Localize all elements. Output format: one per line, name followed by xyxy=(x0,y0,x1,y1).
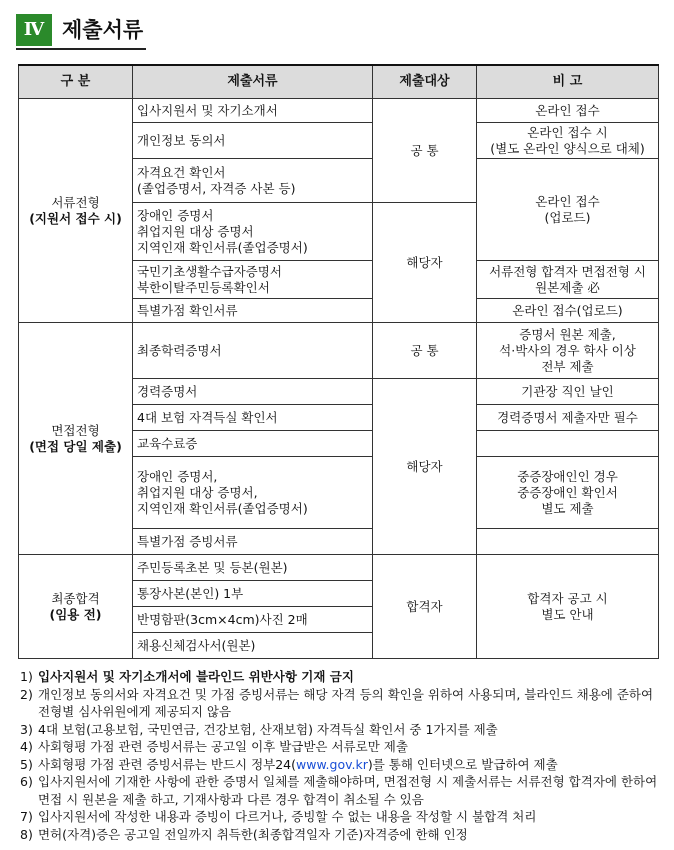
remark-cell: 온라인 접수 시 (별도 온라인 양식으로 대체) xyxy=(477,123,659,159)
footnote: 6) 입사지원서에 기재한 사항에 관한 증명서 일체를 제출해야하며, 면접전형 시 제출서류는 서류전형 합격자에 한하여 면접 시 원본을 제출 하고, 기재사항과 다른 경우 합격이 취소될 수 있음 xyxy=(20,774,658,807)
target-cell: 해당자 xyxy=(373,379,477,555)
header-documents: 제출서류 xyxy=(133,65,373,99)
footnotes xyxy=(18,668,668,843)
doc-cell: 입사지원서 및 자기소개서 xyxy=(133,99,373,123)
target-cell: 해당자 xyxy=(373,203,477,323)
doc-cell: 자격요건 확인서 (졸업증명서, 자격증 사본 등) xyxy=(133,159,373,203)
doc-cell: 최종학력증명서 xyxy=(133,323,373,379)
footnote: 3) 4대 보험(고용보험, 국민연금, 건강보험, 산재보험) 자격득실 확인서 중 1가지를 제출 xyxy=(20,721,498,737)
remark-cell-empty xyxy=(477,431,659,457)
target-cell: 합격자 xyxy=(373,555,477,659)
doc-cell: 주민등록초본 및 등본(원본) xyxy=(133,555,373,581)
table-row xyxy=(19,323,659,379)
target-cell: 공 통 xyxy=(373,323,477,379)
remark-cell: 중증장애인인 경우 중증장애인 확인서 별도 제출 xyxy=(477,457,659,529)
footnote: 5) 사회형평 가점 관련 증빙서류는 반드시 정부24(www.gov.kr)를 통해 인터넷으로 발급하여 제출 xyxy=(20,756,558,772)
header-category: 구 분 xyxy=(19,65,133,99)
remark-cell: 온라인 접수 xyxy=(477,99,659,123)
target-cell: 공 통 xyxy=(373,99,477,203)
doc-cell: 장애인 증명서 취업지원 대상 증명서 지역인재 확인서류(졸업증명서) xyxy=(133,203,373,261)
footnote: 7) 입사지원서에 작성한 내용과 증빙이 다르거나, 증빙할 수 없는 내용을 작성할 시 불합격 처리 xyxy=(20,809,537,824)
remark-cell: 서류전형 합격자 면접전형 시 원본제출 必 xyxy=(477,261,659,299)
header-remarks: 비 고 xyxy=(477,65,659,99)
table-row xyxy=(19,555,659,581)
doc-cell: 반명함판(3cm×4cm)사진 2매 xyxy=(133,607,373,633)
doc-cell: 통장사본(본인) 1부 xyxy=(133,581,373,607)
section-title: 제출서류 xyxy=(62,18,144,42)
doc-cell: 특별가점 확인서류 xyxy=(133,299,373,323)
section-final: 최종합격 (임용 전) xyxy=(19,555,133,659)
section-interview: 면접전형 (면접 당일 제출) xyxy=(19,323,133,555)
header-target: 제출대상 xyxy=(373,65,477,99)
remark-cell: 온라인 접수 (업로드) xyxy=(477,159,659,261)
footnote: 4) 사회형평 가점 관련 증빙서류는 공고일 이후 발급받은 서류로만 제출 xyxy=(20,739,408,754)
title-underline xyxy=(16,48,146,50)
footnote: 8) 면허(자격)증은 공고일 전일까지 취득한(최종합격일자 기준)자격증에 한해 인정 xyxy=(20,826,468,842)
footnote: 2) 개인정보 동의서와 자격요건 및 가점 증빙서류는 해당 자격 등의 확인을 위하여 사용되며, 블라인드 채용에 준하여 전형별 심사위원에게 제공되지 않음 xyxy=(20,686,654,719)
remark-cell: 온라인 접수(업로드) xyxy=(477,299,659,323)
section-number-badge: Ⅳ xyxy=(16,14,52,46)
gov24-link[interactable]: www.gov.kr xyxy=(296,756,368,772)
remark-cell: 기관장 직인 날인 xyxy=(477,379,659,405)
doc-cell: 채용신체검사서(원본) xyxy=(133,633,373,659)
footnote: 1) 입사지원서 및 자기소개서에 블라인드 위반사항 기재 금지 xyxy=(20,669,354,684)
doc-cell: 개인정보 동의서 xyxy=(133,123,373,159)
doc-cell: 국민기초생활수급자증명서 북한이탈주민등록확인서 xyxy=(133,261,373,299)
doc-cell: 장애인 증명서, 취업지원 대상 증명서, 지역인재 확인서류(졸업증명서) xyxy=(133,457,373,529)
doc-cell: 4대 보험 자격득실 확인서 xyxy=(133,405,373,431)
remark-cell: 증명서 원본 제출, 석·박사의 경우 학사 이상 전부 제출 xyxy=(477,323,659,379)
remark-cell-empty xyxy=(477,529,659,555)
section-document-screening: 서류전형 (지원서 접수 시) xyxy=(19,99,133,323)
documents-table xyxy=(18,64,659,659)
doc-cell: 특별가점 증빙서류 xyxy=(133,529,373,555)
remark-cell: 합격자 공고 시 별도 안내 xyxy=(477,555,659,659)
table-row xyxy=(19,99,659,123)
doc-cell: 경력증명서 xyxy=(133,379,373,405)
remark-cell: 경력증명서 제출자만 필수 xyxy=(477,405,659,431)
table-header-row xyxy=(19,65,659,99)
doc-cell: 교육수료증 xyxy=(133,431,373,457)
